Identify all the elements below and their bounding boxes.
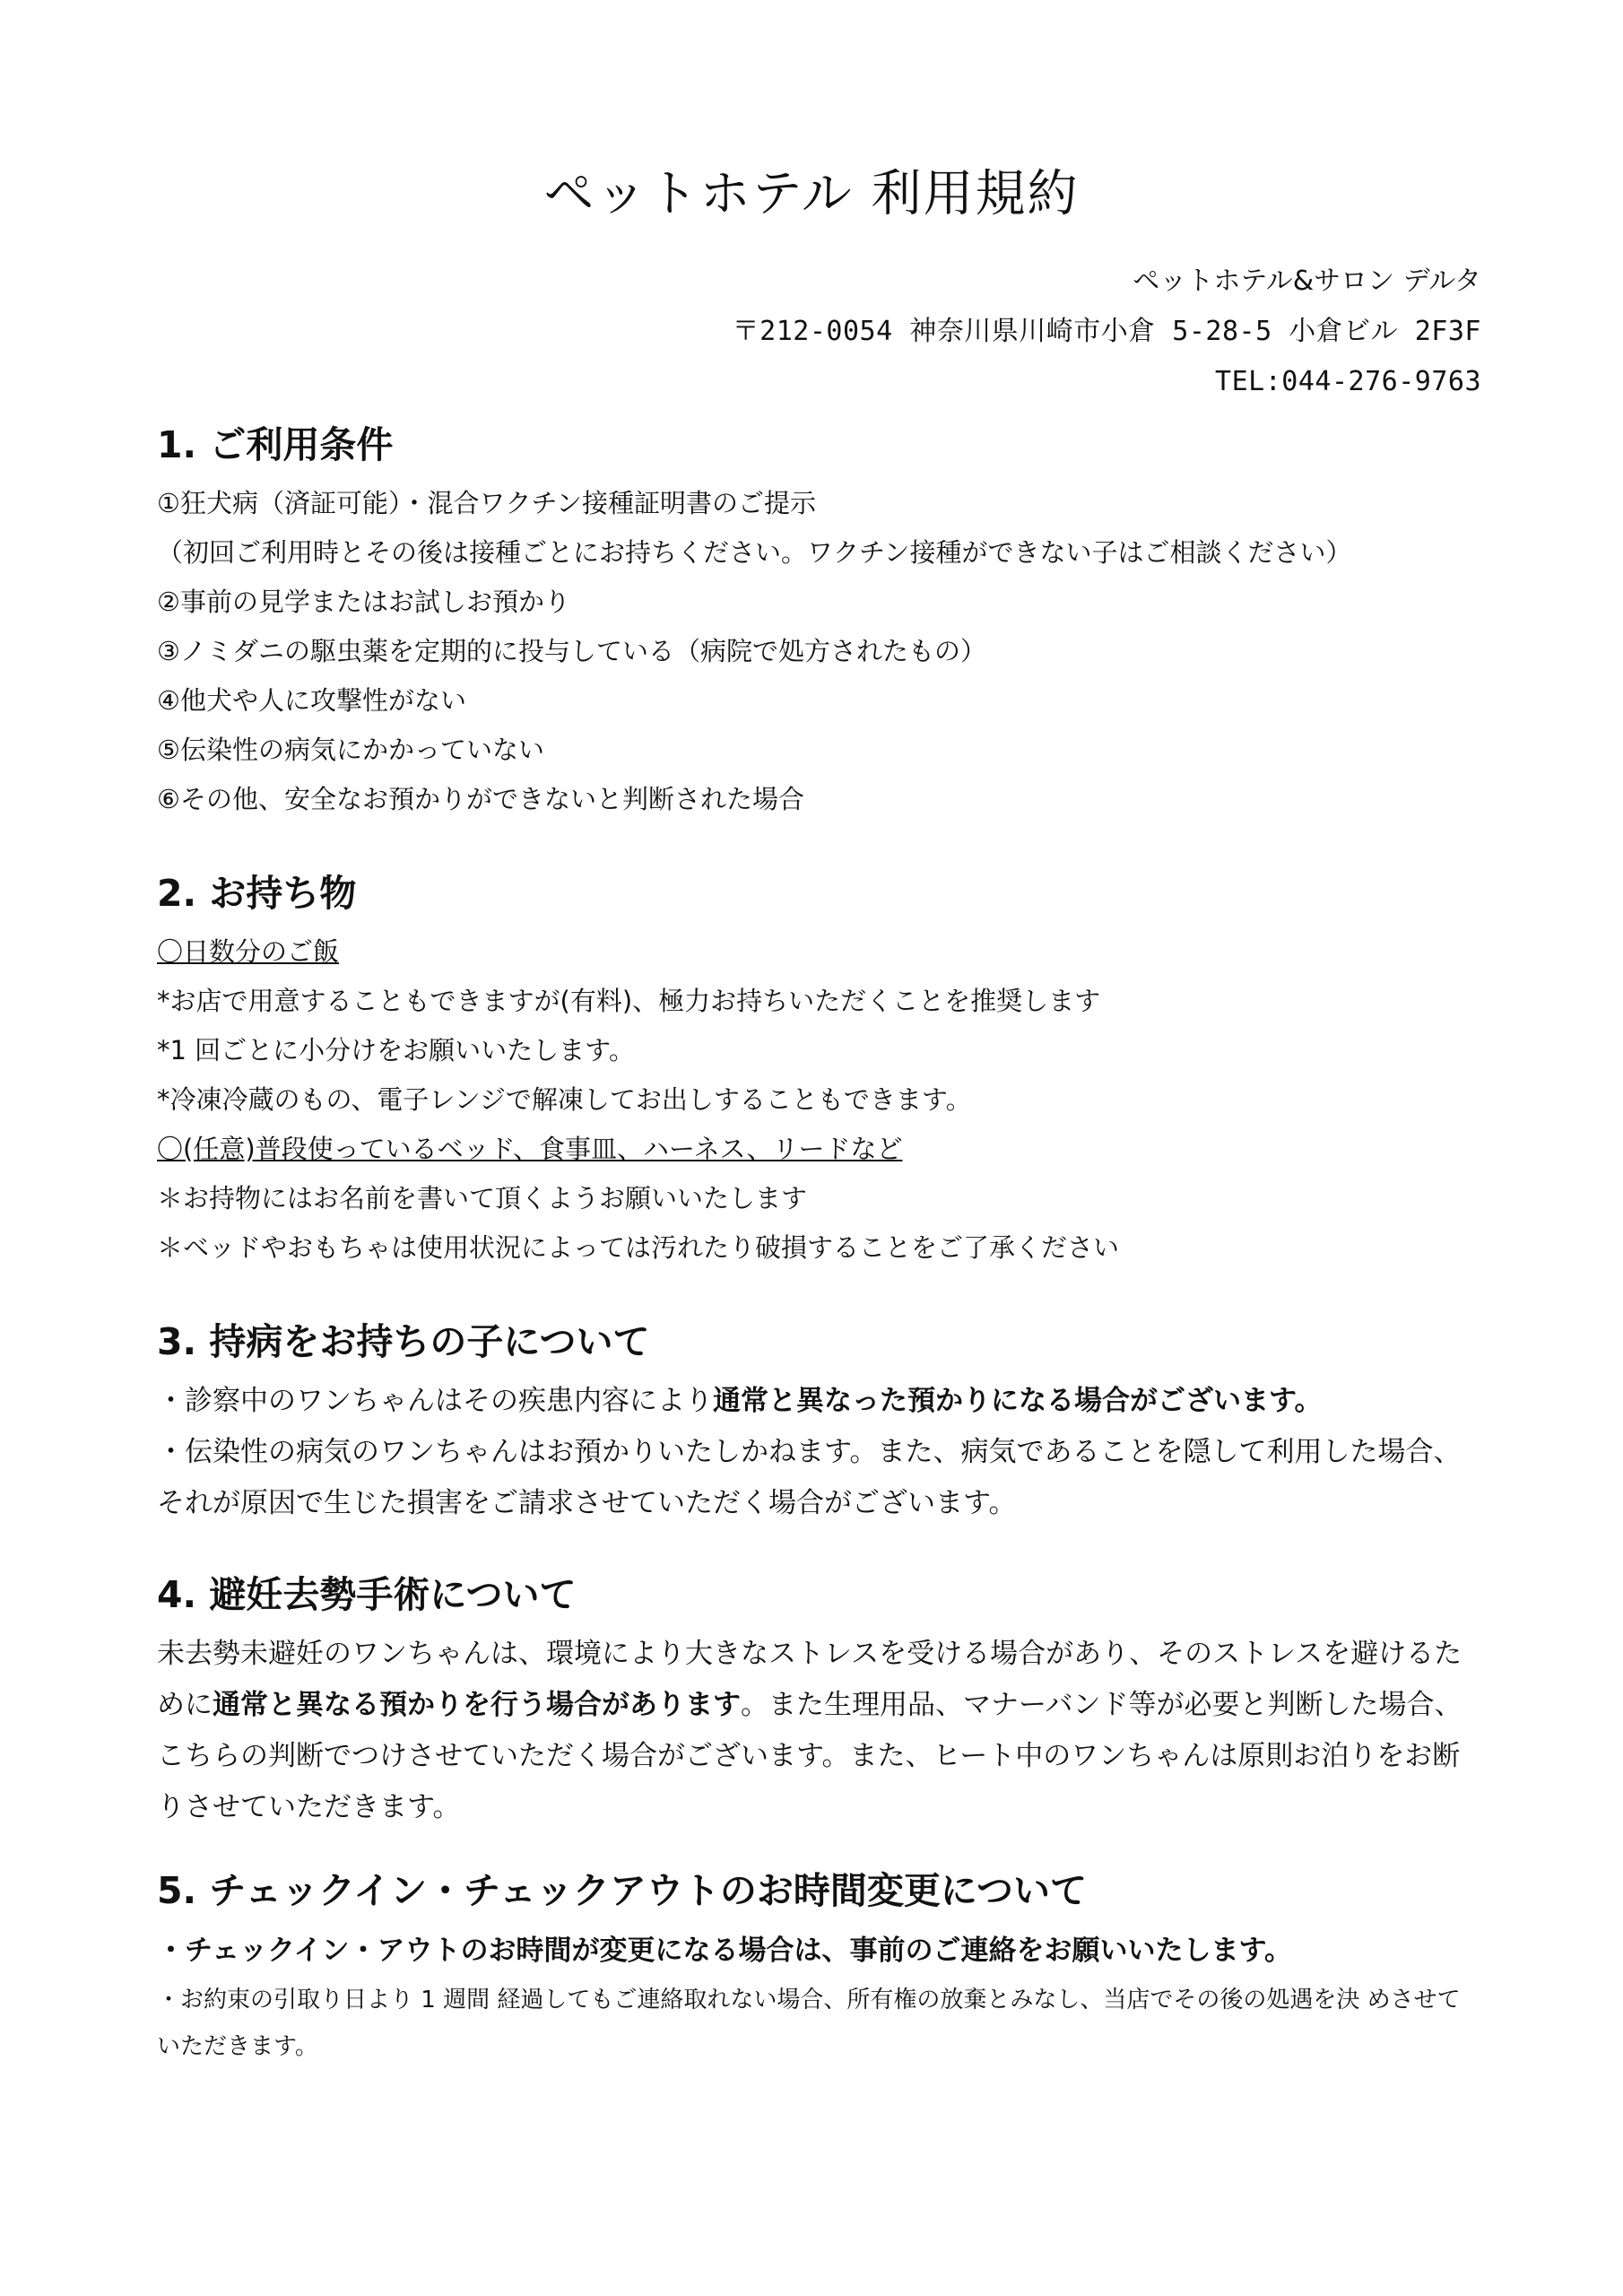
- paragraph-text: 未去勢未避妊のワンちゃんは、環境により大きなストレスを受ける場合があり、そのストレスを避けるために: [157, 1638, 1462, 1721]
- paragraph: [157, 1376, 1466, 1427]
- section-title: 4. 避妊去勢手術について: [157, 1573, 577, 1616]
- list-item: ＊ベッドやおもちゃは使用状況によっては汚れたり破損することをご了承ください: [157, 1232, 1120, 1263]
- list-item: *1 回ごとに小分けをお願いいたします。: [157, 1035, 635, 1065]
- list-item: ①狂犬病（済証可能）・混合ワクチン接種証明書のご提示: [157, 488, 817, 518]
- notice-small: ・お約束の引取り日より 1 週間 経過してもご連絡取れない場合、所有権の放棄とみなし、当店でその後の処遇を決 めさせていただきます。: [157, 1987, 1461, 2060]
- document-title: ペットホテル 利用規約: [543, 165, 1080, 223]
- paragraph: ・伝染性の病気のワンちゃんはお預かりいたしかねます。また、病気であることを隠して利用した場合、それが原因で生じた損害をご請求させていただく場合がございます。: [157, 1436, 1462, 1519]
- section-title: 3. 持病をお持ちの子について: [157, 1320, 650, 1363]
- list-item: ⑤伝染性の病気にかかっていない: [157, 735, 544, 765]
- organization-tel: TEL:044-276-9763: [1215, 366, 1481, 397]
- list-item: 〇日数分のご飯: [157, 936, 340, 967]
- list-item: （初回ご利用時とその後は接種ごとにお持ちください。ワクチン接種ができない子はご相談ください）: [157, 537, 1352, 568]
- section-title: 1. ご利用条件: [157, 423, 394, 466]
- list-item: 〇(任意)普段使っているベッド、食事皿、ハーネス、リードなど: [157, 1134, 903, 1164]
- section-spay-neuter: [157, 1570, 1466, 1833]
- list-item: ③ノミダニの駆虫薬を定期的に投与している（病院で処方されたもの）: [157, 636, 986, 666]
- emphasis-text: 通常と異なった預かりになる場合がございます。: [713, 1385, 1323, 1417]
- section-checkin-checkout: [157, 1866, 1466, 2070]
- organization-address: 〒212-0054 神奈川県川崎市小倉 5-28-5 小倉ビル 2F3F: [732, 316, 1481, 347]
- paragraph: [157, 1629, 1466, 1833]
- section-title: 2. お持ち物: [157, 872, 357, 915]
- section-chronic-illness: [157, 1317, 1466, 1529]
- list-item: *お店で用意することもできますが(有料)、極力お持ちいただくことを推奨します: [157, 986, 1101, 1016]
- paragraph-text: ・診察中のワンちゃんはその疾患内容により: [157, 1385, 713, 1417]
- section-belongings: [157, 868, 1466, 1273]
- list-item: *冷凍冷蔵のもの、電子レンジで解凍してお出しすることもできます。: [157, 1084, 972, 1115]
- paragraph-text: 。また生理用品、マナーバンド等が必要と判断した場合、こちらの判断でつけさせていただく場合がございます。また、ヒート中のワンちゃんは原則お泊りをお断りさせていただきます。: [157, 1689, 1462, 1823]
- section-usage-conditions: [157, 420, 1466, 824]
- organization-info: [733, 257, 1481, 407]
- list-item: ④他犬や人に攻撃性がない: [157, 685, 466, 716]
- organization-name: ペットホテル&サロン デルタ: [1133, 265, 1481, 297]
- emphasis-text: 通常と異なる預かりを行う場合があります: [213, 1689, 741, 1721]
- list-item: ②事前の見学またはお試しお預かり: [157, 587, 570, 617]
- list-item: ⑥その他、安全なお預かりができないと判断された場合: [157, 784, 804, 814]
- section-title: 5. チェックイン・チェックアウトのお時間変更について: [157, 1869, 1088, 1912]
- notice-bold: ・チェックイン・アウトのお時間が変更になる場合は、事前のご連絡をお願いいたします。: [157, 1935, 1293, 1967]
- list-item: ＊お持物にはお名前を書いて頂くようお願いいたします: [157, 1183, 808, 1213]
